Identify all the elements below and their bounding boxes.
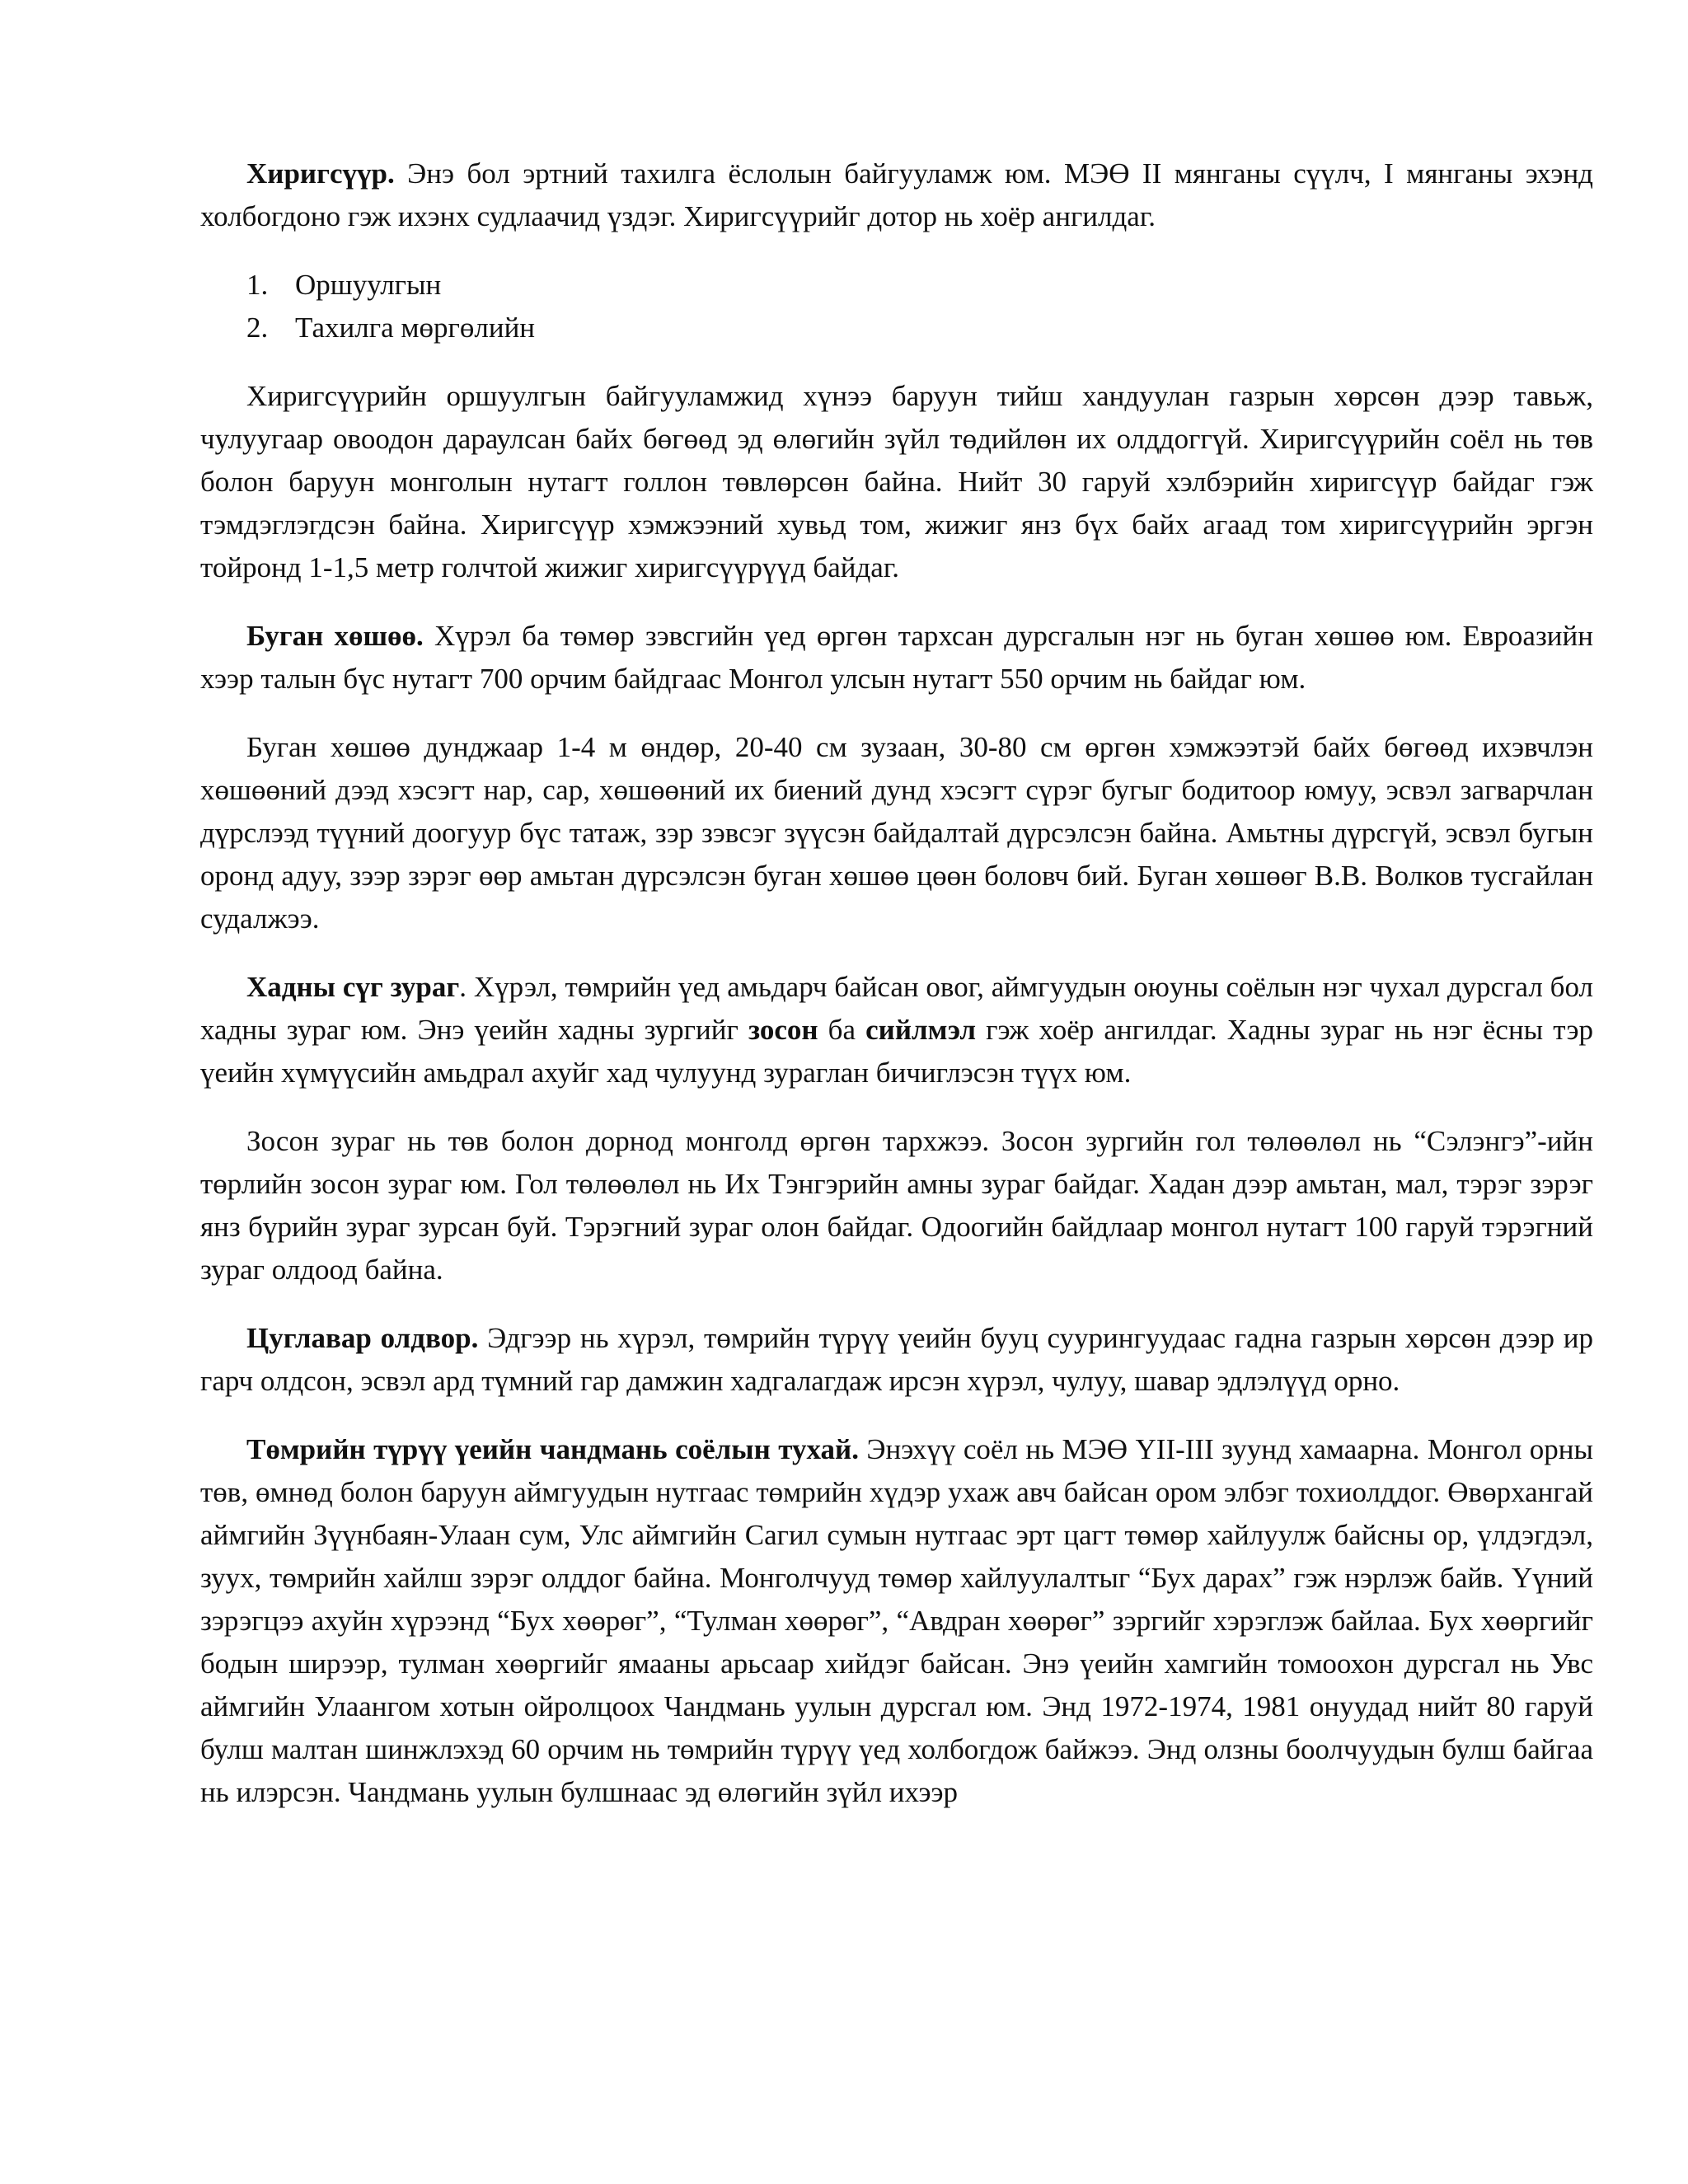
list-item-number: 1. [246,269,269,301]
tsuglavar-oldvor-heading: Цуглавар олдвор. [246,1322,479,1354]
khadny-zurag-heading: Хадны сүг зураг [246,971,460,1003]
list-item [200,307,1593,349]
bugan-khoshoo-heading: Буган хөшөө. [246,620,424,652]
document-page [200,152,1593,1814]
bugan-khoshoo-details-paragraph: Буган хөшөө дунджаар 1-4 м өндөр, 20-40 см зузаан, 30-80 см өргөн хэмжээтэй байх бөгөөд ихэвчлэн хөшөөний дээд хэсэгт нар, сар, хөшөөний их биений дунд хэсэгт сүрэг бугыг бодитоор юмуу, эсвэл загварчлан дүрслээд түүний доогуур бүс татаж, зэр зэвсэг зүүсэн байдалтай дүрсэлсэн байна. Амьтны дүрсгүй, эсвэл бугын оронд адуу, зээр зэрэг өөр амьтан дүрсэлсэн буган хөшөө цөөн боловч бий. Буган хөшөөг В.В. Волков тусгайлан судалжээ. [200,731,1593,935]
list-item-label: Оршуулгын [295,269,442,301]
chandman-text: Энэхүү соёл нь МЭӨ YII-III зуунд хамаарна. Монгол орны төв, өмнөд болон баруун аймгуудын нутгаас төмрийн хүдэр ухаж авч байсан ором элбэг тохиолддог. Өвөрхангай аймгийн Зүүнбаян-Улаан сум, Улс аймгийн Сагил сумын нутгаас эрт цагт төмөр хайлуулж байсны ор, үлдэгдэл, зуух, төмрийн хайлш зэрэг олддог байна. Монголчууд төмөр хайлуулалтыг “Бух дарах” гэж нэрлэж байв. Үүний зэрэгцээ ахуйн хүрээнд “Бух хөөрөг”, “Тулман хөөрөг”, “Авдран хөөрөг” зэргийг хэрэглэж байлаа. Бух хөөргийг бодын ширээр, тулман хөөргийг ямааны арьсаар хийдэг байсан. Энэ үеийн хамгийн томоохон дурсгал нь Увс аймгийн Улаангом хотын ойролцоох Чандмань уулын дурсгал юм. Энд 1972-1974, 1981 онуудад нийт 80 гаруй булш малтан шинжлэхэд 60 орчим нь төмрийн түрүү үед холбогдож байжээ. Энд олзны боолчуудын булш байгаа нь илэрсэн. Чандмань уулын булшнаас эд өлөгийн зүйл ихээр [200,1433,1593,1808]
khirigsuur-types-list [200,264,1593,349]
bugan-khoshoo-paragraph [200,615,1593,701]
list-item [200,264,1593,307]
khirigsuur-heading: Хиригсүүр. [246,157,395,190]
khirigsuur-paragraph [200,152,1593,238]
khadny-zurag-text-b: ба [818,1014,866,1046]
tsuglavar-oldvor-paragraph [200,1317,1593,1403]
zoson-zurag-paragraph: Зосон зураг нь төв болон дорнод монголд өргөн тархжээ. Зосон зургийн гол төлөөлөл нь “Сэлэнгэ”-ийн төрлийн зосон зураг юм. Гол төлөөлөл нь Их Тэнгэрийн амны зураг байдаг. Хадан дээр амьтан, мал, тэрэг зэрэг янз бүрийн зураг зурсан буй. Тэрэгний зураг олон байдаг. Одоогийн байдлаар монгол нутагт 100 гаруй тэрэгний зураг олдоод байна. [200,1125,1593,1286]
khirigsuur-intro-text: Энэ бол эртний тахилга ёслолын байгууламж юм. МЭӨ II мянганы сүүлч, I мянганы эхэнд холбогдоно гэж ихэнх судлаачид үздэг. Хиригсүүрийг дотор нь хоёр ангилдаг. [200,157,1593,232]
chandman-heading: Төмрийн түрүү үеийн чандмань соёлын тухай. [246,1433,859,1465]
chandman-paragraph [200,1428,1593,1814]
khadny-zurag-paragraph [200,966,1593,1094]
list-item-label: Тахилга мөргөлийн [295,312,536,344]
tsuglavar-oldvor-text: Эдгээр нь хүрэл, төмрийн түрүү үеийн бууц суурингуудаас гадна газрын хөрсөн дээр ир гарч олдсон, эсвэл ард түмний гар дамжин хадгалагдаж ирсэн хүрэл, чулуу, шавар эдлэлүүд орно. [200,1322,1593,1397]
khadny-zurag-text-a: . Хүрэл, төмрийн үед амьдарч байсан овог, аймгуудын оюуны соёлын нэг чухал дурсгал бол хадны зураг юм. Энэ үеийн хадны зургийг [200,971,1593,1046]
list-item-number: 2. [246,312,269,344]
term-zoson: зосон [748,1014,818,1046]
khirigsuur-burial-paragraph: Хиригсүүрийн оршуулгын байгууламжид хүнээ баруун тийш хандуулан газрын хөрсөн дээр тавьж, чулуугаар овоодон дараулсан байх бөгөөд эд өлөгийн зүйл төдийлөн их олддоггүй. Хиригсүүрийн соёл нь төв болон баруун монголын нутагт голлон төвлөрсөн байна. Нийт 30 гаруй хэлбэрийн хиригсүүр байдаг гэж тэмдэглэгдсэн байна. Хиригсүүр хэмжээний хувьд том, жижиг янз бүх байх агаад том хиригсүүрийн эргэн тойронд 1-1,5 метр голчтой жижиг хиригсүүрүүд байдаг. [200,380,1593,583]
bugan-khoshoo-intro-text: Хүрэл ба төмөр зэвсгийн үед өргөн тархсан дурсгалын нэг нь буган хөшөө юм. Евроазийн хээр талын бүс нутагт 700 орчим байдгаас Монгол улсын нутагт 550 орчим нь байдаг юм. [200,620,1593,695]
khadny-zurag-text-c: гэж хоёр ангилдаг. Хадны зураг нь нэг ёсны тэр үеийн хүмүүсийн амьдрал ахуйг хад чулуунд зураглан бичиглэсэн түүх юм. [200,1014,1593,1089]
term-siilmel: сийлмэл [865,1014,977,1046]
